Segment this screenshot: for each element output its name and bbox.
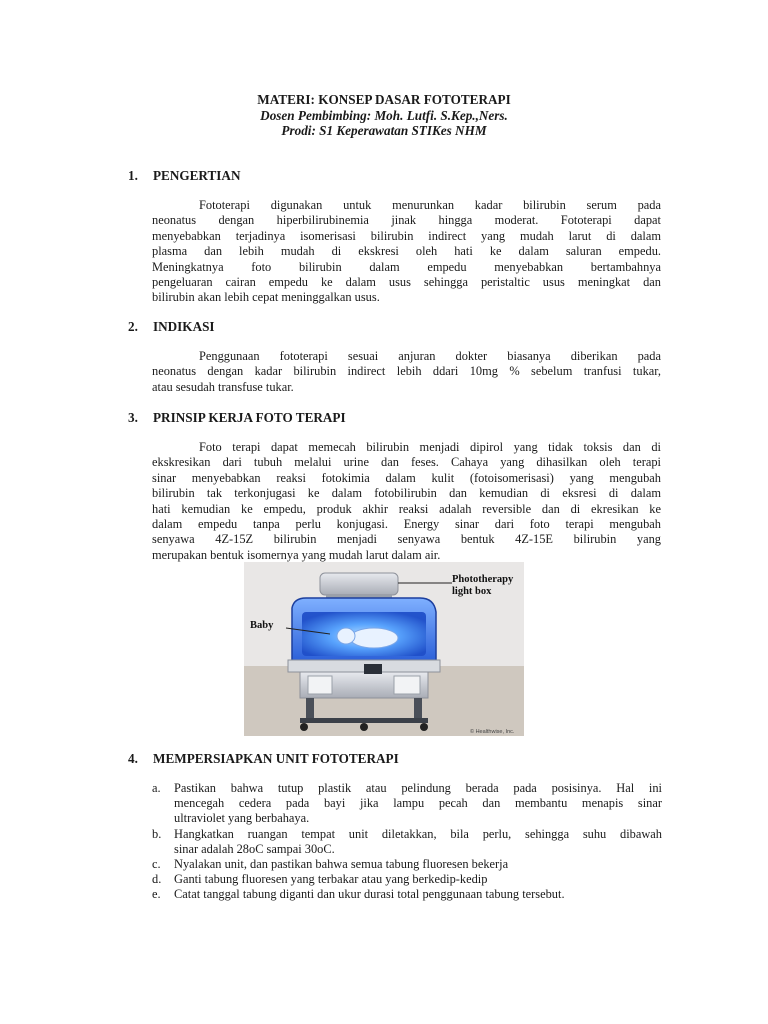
text-line: Ganti tabung fluoresen yang terbakar atau yang berkedip-kedip <box>174 872 488 887</box>
paragraph-prinsip <box>152 440 661 563</box>
wheel <box>360 723 368 731</box>
text-line: menyebabkan terjadinya isomerisasi bilirubin indirect yang mudah larut di dalam <box>152 228 661 243</box>
text-line: bilirubin tak terkonjugasi ke dalam fotobilirubin dan kemudian di eksresi di dalam <box>152 486 661 501</box>
section-heading-pengertian <box>128 168 240 184</box>
paragraph-indikasi <box>152 349 661 395</box>
text-line: sinar menyebabkan reaksi fotokimia dalam kulit (fotoisomerisasi) yang mengubah <box>152 470 661 485</box>
section-number: 4. <box>128 751 138 766</box>
list-marker: b. <box>152 826 162 841</box>
section-title: INDIKASI <box>153 319 215 334</box>
section-number: 3. <box>128 410 138 425</box>
light-box <box>320 573 398 595</box>
text-line: sinar adalah 28oC sampai 30oC. <box>174 841 335 856</box>
section-title: PENGERTIAN <box>153 168 241 183</box>
document-header <box>0 92 768 139</box>
text-line: Foto terapi dapat memecah bilirubin menjadi dipirol yang tidak toksis dan di <box>199 440 661 454</box>
section-title: PRINSIP KERJA FOTO TERAPI <box>153 410 346 425</box>
list-item <box>152 827 662 857</box>
list-marker: a. <box>152 781 161 795</box>
section-heading-mempersiapkan <box>128 751 399 767</box>
section-number: 1. <box>128 168 138 183</box>
label-phototherapy: Phototherapy <box>452 574 514 585</box>
stand-leg <box>306 698 314 720</box>
text-line: Nyalakan unit, dan pastikan bahwa semua tabung fluoresen bekerja <box>174 857 509 872</box>
list-item <box>152 872 662 887</box>
lecturer-line: Dosen Pembimbing: Moh. Lutfi. S.Kep.,Ners. <box>260 107 508 123</box>
baby <box>350 628 398 648</box>
text-line: senyawa 4Z-15Z bilirubin menjadi senyawa bentuk 4Z-15E bilirubin yang <box>152 532 661 547</box>
phototherapy-incubator-figure <box>244 562 524 736</box>
text-line: Meningkatnya foto bilirubin dalam empedu menyebabkan bertambahnya <box>152 259 661 274</box>
list-item <box>152 781 662 827</box>
text-line: neonatus dengan kadar bilirubin indirect lebih ddari 10mg % sebelum tranfusi tukar, <box>152 364 661 379</box>
preparation-list <box>152 781 662 903</box>
text-line: mencegah cedera pada bayi jika lampu pecah dan membantu menapis sinar <box>174 796 662 811</box>
section-title: MEMPERSIAPKAN UNIT FOTOTERAPI <box>153 751 399 766</box>
text-line: ultraviolet yang berbahaya. <box>174 811 310 826</box>
text-line: Hangkatkan ruangan tempat unit diletakkan, bila perlu, sehingga suhu dibawah <box>174 826 662 841</box>
text-line: hati kemudian ke empedu, produk akhir reaksi adalah reversible dan di ekresikan ke <box>152 501 661 516</box>
text-line: Fototerapi digunakan untuk menurunkan kadar bilirubin serum pada <box>199 198 661 212</box>
wheel <box>300 723 308 731</box>
text-line: Catat tanggal tabung diganti dan ukur durasi total penggunaan tabung tersebut. <box>174 887 565 902</box>
text-line: merupakan bentuk isomernya yang mudah larut dalam air. <box>152 547 441 562</box>
label-baby: Baby <box>250 620 274 631</box>
stand-leg <box>414 698 422 720</box>
list-marker: e. <box>152 887 161 902</box>
text-line: neonatus dengan hiperbilirubinemia jinak hingga moderat. Fototerapi dapat <box>152 213 661 228</box>
stand-base <box>300 718 428 723</box>
wheel <box>420 723 428 731</box>
document-title: MATERI: KONSEP DASAR FOTOTERAPI <box>257 92 511 107</box>
list-marker: c. <box>152 857 161 872</box>
section-number: 2. <box>128 319 138 334</box>
section-heading-indikasi <box>128 319 215 335</box>
text-line: dalam empedu tanpa perlu konjugasi. Energy sinar dari foto terapi mengubah <box>152 517 661 532</box>
program-line: Prodi: S1 Keperawatan STIKes NHM <box>281 123 487 138</box>
list-marker: d. <box>152 872 162 887</box>
text-line: plasma dan lebih mudah di ekskresi oleh hati ke dalam saluran empedu. <box>152 244 661 259</box>
drawer <box>308 676 332 694</box>
baby-head <box>337 628 355 644</box>
text-line: atau sesudah transfuse tukar. <box>152 379 294 394</box>
text-line: pengeluaran cairan empedu ke dalam usus sehingga peristaltic usus meningkat dan <box>152 275 661 290</box>
paragraph-pengertian <box>152 198 661 306</box>
list-item <box>152 887 662 902</box>
section-heading-prinsip <box>128 410 346 426</box>
control-panel <box>364 664 382 674</box>
text-line: Penggunaan fototerapi sesuai anjuran dokter biasanya diberikan pada <box>199 349 661 363</box>
text-line: Pastikan bahwa tutup plastik atau pelindung berada pada posisinya. Hal ini <box>174 781 662 795</box>
text-line: ekskresikan dari tubuh melalui urine dan feses. Cahaya yang dihasilkan oleh terapi <box>152 455 661 470</box>
drawer <box>394 676 420 694</box>
list-item <box>152 857 662 872</box>
figure-credit: © Healthwise, Inc. <box>470 729 515 735</box>
label-light-box: light box <box>452 586 492 597</box>
text-line: bilirubin akan lebih cepat meninggalkan usus. <box>152 290 380 305</box>
